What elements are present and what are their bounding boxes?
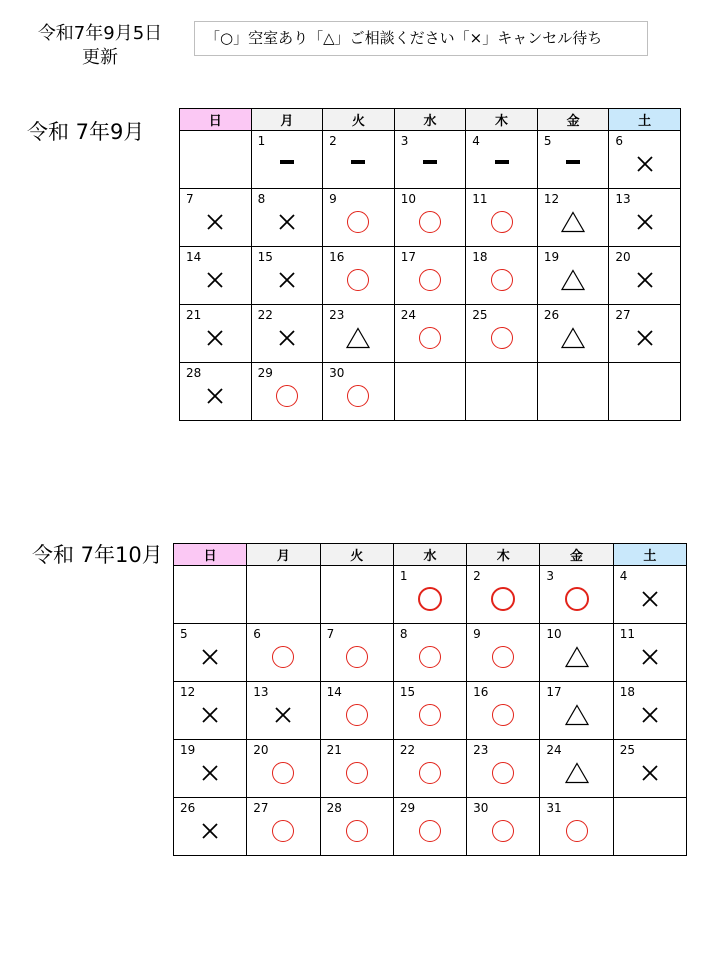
- week-row: [174, 624, 687, 682]
- day-number: 12: [180, 685, 196, 699]
- available-circle-icon: [491, 587, 515, 611]
- waitlist-cross-icon: [201, 822, 219, 840]
- empty-day-cell: [613, 798, 686, 856]
- day-number: 24: [546, 743, 562, 757]
- available-circle-icon: [347, 269, 369, 291]
- waitlist-cross-icon: [636, 213, 654, 231]
- day-number: 22: [399, 743, 416, 757]
- consult-triangle-icon: [561, 327, 585, 349]
- day-cell: [323, 305, 395, 363]
- day-number: 16: [473, 685, 489, 699]
- day-cell: [394, 247, 466, 305]
- available-circle-icon: [419, 327, 441, 349]
- day-cell: [174, 624, 247, 682]
- day-number: 20: [615, 250, 631, 264]
- day-cell: [174, 740, 247, 798]
- day-cell: [466, 305, 538, 363]
- waitlist-cross-icon: [636, 271, 654, 289]
- day-number: 28: [186, 366, 202, 380]
- day-cell: [467, 798, 540, 856]
- waitlist-cross-icon: [641, 764, 659, 782]
- weekday-header: 金: [540, 544, 613, 566]
- month-title-october: 令和 7年10月: [32, 543, 163, 567]
- waitlist-cross-icon: [201, 706, 219, 724]
- available-circle-icon: [492, 704, 514, 726]
- day-number: 2: [329, 134, 337, 148]
- waitlist-cross-icon: [206, 387, 224, 405]
- day-cell: [394, 189, 466, 247]
- closed-dash-icon: [566, 160, 580, 164]
- day-cell: [540, 624, 613, 682]
- day-cell: [537, 189, 609, 247]
- day-cell: [323, 363, 395, 421]
- weekday-header: 火: [320, 544, 393, 566]
- week-row: [180, 131, 681, 189]
- day-cell: [466, 189, 538, 247]
- day-number: 13: [615, 192, 631, 206]
- closed-dash-icon: [280, 160, 294, 164]
- empty-day-cell: [247, 566, 320, 624]
- day-number: 8: [257, 192, 266, 206]
- week-row: [180, 363, 681, 421]
- available-circle-icon: [419, 762, 441, 784]
- day-cell: [251, 131, 323, 189]
- available-circle-icon: [346, 704, 368, 726]
- day-cell: [323, 189, 395, 247]
- day-number: 9: [473, 627, 481, 641]
- day-number: 22: [257, 308, 273, 322]
- week-row: [180, 247, 681, 305]
- closed-dash-icon: [351, 160, 365, 164]
- day-number: 3: [400, 134, 409, 148]
- day-number: 3: [546, 569, 555, 583]
- day-number: 20: [253, 743, 269, 757]
- weekday-header: 土: [609, 109, 681, 131]
- day-cell: [174, 682, 247, 740]
- available-circle-icon: [272, 820, 294, 842]
- weekday-header-row: [174, 544, 687, 566]
- day-number: 17: [546, 685, 562, 699]
- consult-triangle-icon: [565, 704, 589, 726]
- empty-day-cell: [609, 363, 681, 421]
- day-number: 25: [619, 743, 635, 757]
- available-circle-icon: [272, 762, 294, 784]
- day-cell: [467, 740, 540, 798]
- weekday-header-row: [180, 109, 681, 131]
- day-number: 6: [253, 627, 261, 641]
- day-cell: [247, 682, 320, 740]
- day-number: 19: [180, 743, 196, 757]
- waitlist-cross-icon: [278, 271, 296, 289]
- day-number: 23: [473, 743, 489, 757]
- week-row: [174, 682, 687, 740]
- weekday-header: 日: [174, 544, 247, 566]
- day-number: 30: [473, 801, 489, 815]
- consult-triangle-icon: [561, 211, 585, 233]
- day-number: 31: [546, 801, 562, 815]
- day-cell: [320, 624, 393, 682]
- day-number: 28: [326, 801, 342, 815]
- day-cell: [537, 305, 609, 363]
- available-circle-icon: [346, 646, 368, 668]
- day-number: 29: [399, 801, 416, 815]
- day-number: 23: [329, 308, 345, 322]
- day-number: 8: [399, 627, 408, 641]
- available-circle-icon: [346, 762, 368, 784]
- waitlist-cross-icon: [636, 155, 654, 173]
- weekday-header: 木: [467, 544, 540, 566]
- day-number: 6: [615, 134, 624, 148]
- consult-triangle-icon: [565, 762, 589, 784]
- day-number: 7: [326, 627, 335, 641]
- day-number: 16: [329, 250, 345, 264]
- day-cell: [540, 566, 613, 624]
- day-cell: [613, 566, 686, 624]
- available-circle-icon: [419, 211, 441, 233]
- waitlist-cross-icon: [641, 706, 659, 724]
- available-circle-icon: [565, 587, 589, 611]
- waitlist-cross-icon: [641, 648, 659, 666]
- available-circle-icon: [346, 820, 368, 842]
- day-cell: [393, 798, 466, 856]
- weekday-header: 日: [180, 109, 252, 131]
- day-number: 25: [472, 308, 488, 322]
- day-cell: [320, 740, 393, 798]
- day-cell: [320, 798, 393, 856]
- day-cell: [247, 798, 320, 856]
- day-cell: [609, 247, 681, 305]
- day-cell: [393, 624, 466, 682]
- month-title-september: 令和 7年9月: [27, 120, 145, 144]
- waitlist-cross-icon: [641, 590, 659, 608]
- waitlist-cross-icon: [278, 329, 296, 347]
- day-cell: [180, 189, 252, 247]
- empty-day-cell: [174, 566, 247, 624]
- day-cell: [251, 247, 323, 305]
- waitlist-cross-icon: [274, 706, 292, 724]
- day-cell: [323, 131, 395, 189]
- day-cell: [613, 624, 686, 682]
- available-circle-icon: [419, 269, 441, 291]
- day-number: 5: [543, 134, 552, 148]
- weekday-header: 水: [393, 544, 466, 566]
- waitlist-cross-icon: [206, 271, 224, 289]
- day-cell: [466, 131, 538, 189]
- available-circle-icon: [492, 762, 514, 784]
- day-number: 29: [257, 366, 273, 380]
- day-number: 15: [257, 250, 273, 264]
- day-number: 19: [543, 250, 560, 264]
- week-row: [180, 189, 681, 247]
- available-circle-icon: [491, 269, 513, 291]
- weekday-header: 月: [247, 544, 320, 566]
- day-cell: [609, 131, 681, 189]
- day-cell: [247, 624, 320, 682]
- day-number: 18: [619, 685, 635, 699]
- weekday-header: 月: [251, 109, 323, 131]
- day-cell: [540, 798, 613, 856]
- available-circle-icon: [491, 211, 513, 233]
- day-number: 11: [619, 627, 635, 641]
- availability-legend: 「○」空室あり「△」ご相談ください「×」キャンセル待ち: [194, 21, 648, 56]
- day-number: 4: [472, 134, 480, 148]
- week-row: [174, 740, 687, 798]
- day-number: 1: [257, 134, 266, 148]
- day-number: 21: [326, 743, 342, 757]
- weekday-header: 土: [613, 544, 686, 566]
- day-number: 12: [543, 192, 560, 206]
- day-cell: [180, 247, 252, 305]
- available-circle-icon: [347, 385, 369, 407]
- available-circle-icon: [419, 646, 441, 668]
- consult-triangle-icon: [565, 646, 589, 668]
- day-cell: [609, 305, 681, 363]
- day-cell: [609, 189, 681, 247]
- calendar-october: [173, 543, 687, 856]
- day-number: 10: [546, 627, 562, 641]
- available-circle-icon: [492, 646, 514, 668]
- week-row: [180, 305, 681, 363]
- day-number: 1: [399, 569, 408, 583]
- day-number: 30: [329, 366, 345, 380]
- weekday-header: 金: [537, 109, 609, 131]
- week-row: [174, 798, 687, 856]
- available-circle-icon: [276, 385, 298, 407]
- day-cell: [251, 189, 323, 247]
- day-number: 27: [615, 308, 631, 322]
- waitlist-cross-icon: [201, 764, 219, 782]
- day-number: 14: [186, 250, 202, 264]
- day-cell: [613, 740, 686, 798]
- empty-day-cell: [537, 363, 609, 421]
- empty-day-cell: [180, 131, 252, 189]
- day-cell: [393, 566, 466, 624]
- waitlist-cross-icon: [206, 329, 224, 347]
- day-cell: [540, 740, 613, 798]
- day-number: 10: [400, 192, 416, 206]
- day-cell: [180, 363, 252, 421]
- available-circle-icon: [272, 646, 294, 668]
- consult-triangle-icon: [561, 269, 585, 291]
- day-number: 18: [472, 250, 488, 264]
- available-circle-icon: [418, 587, 442, 611]
- day-number: 7: [186, 192, 194, 206]
- day-number: 27: [253, 801, 269, 815]
- empty-day-cell: [466, 363, 538, 421]
- day-cell: [393, 682, 466, 740]
- day-cell: [613, 682, 686, 740]
- update-label: 更新: [82, 47, 118, 68]
- week-row: [174, 566, 687, 624]
- day-cell: [174, 798, 247, 856]
- waitlist-cross-icon: [206, 213, 224, 231]
- available-circle-icon: [566, 820, 588, 842]
- day-cell: [540, 682, 613, 740]
- waitlist-cross-icon: [201, 648, 219, 666]
- available-circle-icon: [419, 820, 441, 842]
- day-number: 14: [326, 685, 342, 699]
- day-cell: [466, 247, 538, 305]
- available-circle-icon: [492, 820, 514, 842]
- day-cell: [467, 624, 540, 682]
- day-number: 15: [399, 685, 416, 699]
- day-cell: [247, 740, 320, 798]
- day-number: 21: [186, 308, 202, 322]
- day-number: 4: [619, 569, 628, 583]
- day-cell: [537, 247, 609, 305]
- day-cell: [323, 247, 395, 305]
- update-date-line: 令和7年9月5日: [37, 23, 163, 44]
- waitlist-cross-icon: [278, 213, 296, 231]
- day-number: 13: [253, 685, 269, 699]
- day-number: 26: [180, 801, 196, 815]
- day-cell: [251, 363, 323, 421]
- empty-day-cell: [394, 363, 466, 421]
- weekday-header: 木: [466, 109, 538, 131]
- day-cell: [467, 682, 540, 740]
- day-number: 5: [180, 627, 188, 641]
- day-cell: [394, 305, 466, 363]
- update-date: [20, 22, 180, 70]
- day-number: 24: [400, 308, 416, 322]
- day-number: 11: [472, 192, 488, 206]
- waitlist-cross-icon: [636, 329, 654, 347]
- available-circle-icon: [419, 704, 441, 726]
- day-cell: [320, 682, 393, 740]
- day-cell: [537, 131, 609, 189]
- day-number: 2: [473, 569, 481, 583]
- day-cell: [180, 305, 252, 363]
- weekday-header: 火: [323, 109, 395, 131]
- closed-dash-icon: [495, 160, 509, 164]
- day-cell: [393, 740, 466, 798]
- day-cell: [251, 305, 323, 363]
- available-circle-icon: [491, 327, 513, 349]
- day-number: 26: [543, 308, 560, 322]
- consult-triangle-icon: [346, 327, 370, 349]
- day-number: 9: [329, 192, 337, 206]
- weekday-header: 水: [394, 109, 466, 131]
- closed-dash-icon: [423, 160, 437, 164]
- empty-day-cell: [320, 566, 393, 624]
- calendar-september: [179, 108, 681, 421]
- available-circle-icon: [347, 211, 369, 233]
- day-cell: [467, 566, 540, 624]
- day-cell: [394, 131, 466, 189]
- day-number: 17: [400, 250, 416, 264]
